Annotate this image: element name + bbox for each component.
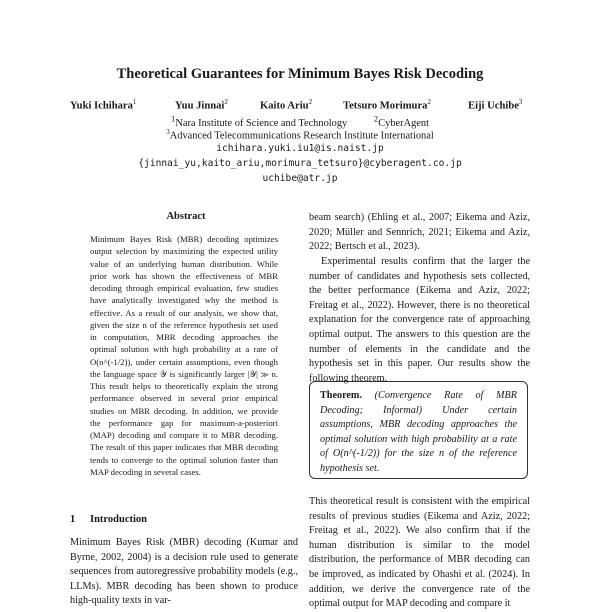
author-name: Kaito Ariu — [260, 100, 309, 112]
email-2: {jinnai_yu,kaito_ariu,morimura_tetsuro}@cyberagent.co.jp — [138, 158, 462, 169]
author-list — [70, 98, 530, 114]
author-name: Eiji Uchibe — [468, 100, 519, 112]
right-column-para-2 — [309, 255, 530, 386]
section-number: 1 — [70, 514, 76, 525]
author-affiliation-mark: 2 — [224, 98, 228, 106]
author-affiliation-mark: 3 — [518, 98, 523, 106]
paragraph: beam search) (Ehling et al., 2007; Eikema and Aziz, 2020; Müller and Sennrich, 2021; Eikema and Aziz, 2022; Bertsch et al., 2023). — [309, 212, 530, 253]
affiliation-mark: 2 — [373, 114, 379, 124]
theorem-statement: (Convergence Rate of MBR Decoding; Informal) Under certain assumptions, MBR decoding approaches the optimal solution with high probability at a rate of O(n^(-1/2)) for the size n of the reference hypothesis set. — [320, 390, 517, 474]
abstract-text: Minimum Bayes Risk (MBR) decoding optimizes output selection by maximizing the expected utility value of an underlying human distribution. While prior work has shown the effectiveness of MBR decoding through empirical evaluation, few studies have analytically investigated why the method is effective. As a result of our analysis, we show that, given the size n of the reference hypothesis set used in computation, MBR decoding approaches the optimal solution with high probability at a rate of O(n^(-1/2)), under certain assumptions, even though the language space 𝒴 is significantly larger |𝒴| ≫ n. This result helps to theoretically explain the strong performance observed in several prior empirical studies on MBR decoding. In addition, we provide the performance gap for maximum-a-posteriori (MAP) decoding and compare it to MBR decoding. The result of this paper indicates that MBR decoding tends to converge to the optimal solution faster than MAP decoding in several cases. — [90, 234, 278, 477]
email-1: ichihara.yuki.iu1@is.naist.jp — [216, 143, 384, 154]
email-3: uchibe@atr.jp — [262, 173, 338, 184]
paragraph: This theoretical result is consistent with the empirical results of previous studies (Eikema and Aziz, 2022; Freitag et al., 2022). We also confirm that if the human distribution is similar to the model distribution, the performance of MBR decoding can be improved, as indicated by Ohashi et al. (2024). In addition, we derive the convergence rate of the optimal output for MAP decoding and compare it — [309, 496, 530, 610]
section-heading — [70, 514, 147, 525]
affiliation-name: Advanced Telecommunications Research Institute International — [169, 130, 434, 142]
section-title: Introduction — [90, 514, 147, 525]
right-column-para-1 — [309, 211, 530, 255]
author-affiliation-mark: 2 — [427, 98, 431, 106]
author-affiliation-mark: 1 — [132, 98, 137, 106]
paragraph: Experimental results confirm that the larger the number of candidates and hypothesis sets collected, the better performance (Eikema and Aziz, 2022; Freitag et al., 2022). However, there is no theoretical explanation for the convergence rate of approaching optimal output. The answers to this question are the number of elements in the candidate and the hypothesis set in this paper. Our results show the following theorem. — [309, 256, 530, 384]
theorem-label: Theorem. — [320, 390, 362, 401]
author-2 — [175, 98, 228, 112]
affiliation-mark: 3 — [166, 128, 170, 136]
paper-title: Theoretical Guarantees for Minimum Bayes Risk Decoding — [116, 66, 484, 82]
author-name: Yuki Ichihara — [70, 100, 133, 112]
affiliation-name: Nara Institute of Science and Technology — [175, 118, 348, 130]
introduction-text: Minimum Bayes Risk (MBR) decoding (Kumar and Byrne, 2002, 2004) is a decision rule used to generate sequences from autoregressive probability models (e.g., LLMs). MBR decoding has been shown to produce high-quality texts in var- — [70, 537, 298, 607]
author-5 — [468, 98, 522, 112]
affiliation-name: CyberAgent — [378, 118, 429, 130]
author-affiliation-mark: 2 — [308, 98, 313, 106]
author-3 — [260, 98, 312, 112]
abstract-heading: Abstract — [166, 211, 206, 222]
author-4 — [343, 98, 431, 112]
right-column-para-3 — [309, 495, 530, 612]
author-1 — [70, 98, 136, 112]
author-name: Tetsuro Morimura — [343, 100, 428, 112]
author-name: Yuu Jinnai — [175, 100, 225, 112]
theorem-box — [309, 381, 528, 479]
affiliation-3 — [0, 128, 600, 141]
affiliation-mark: 1 — [171, 114, 176, 124]
